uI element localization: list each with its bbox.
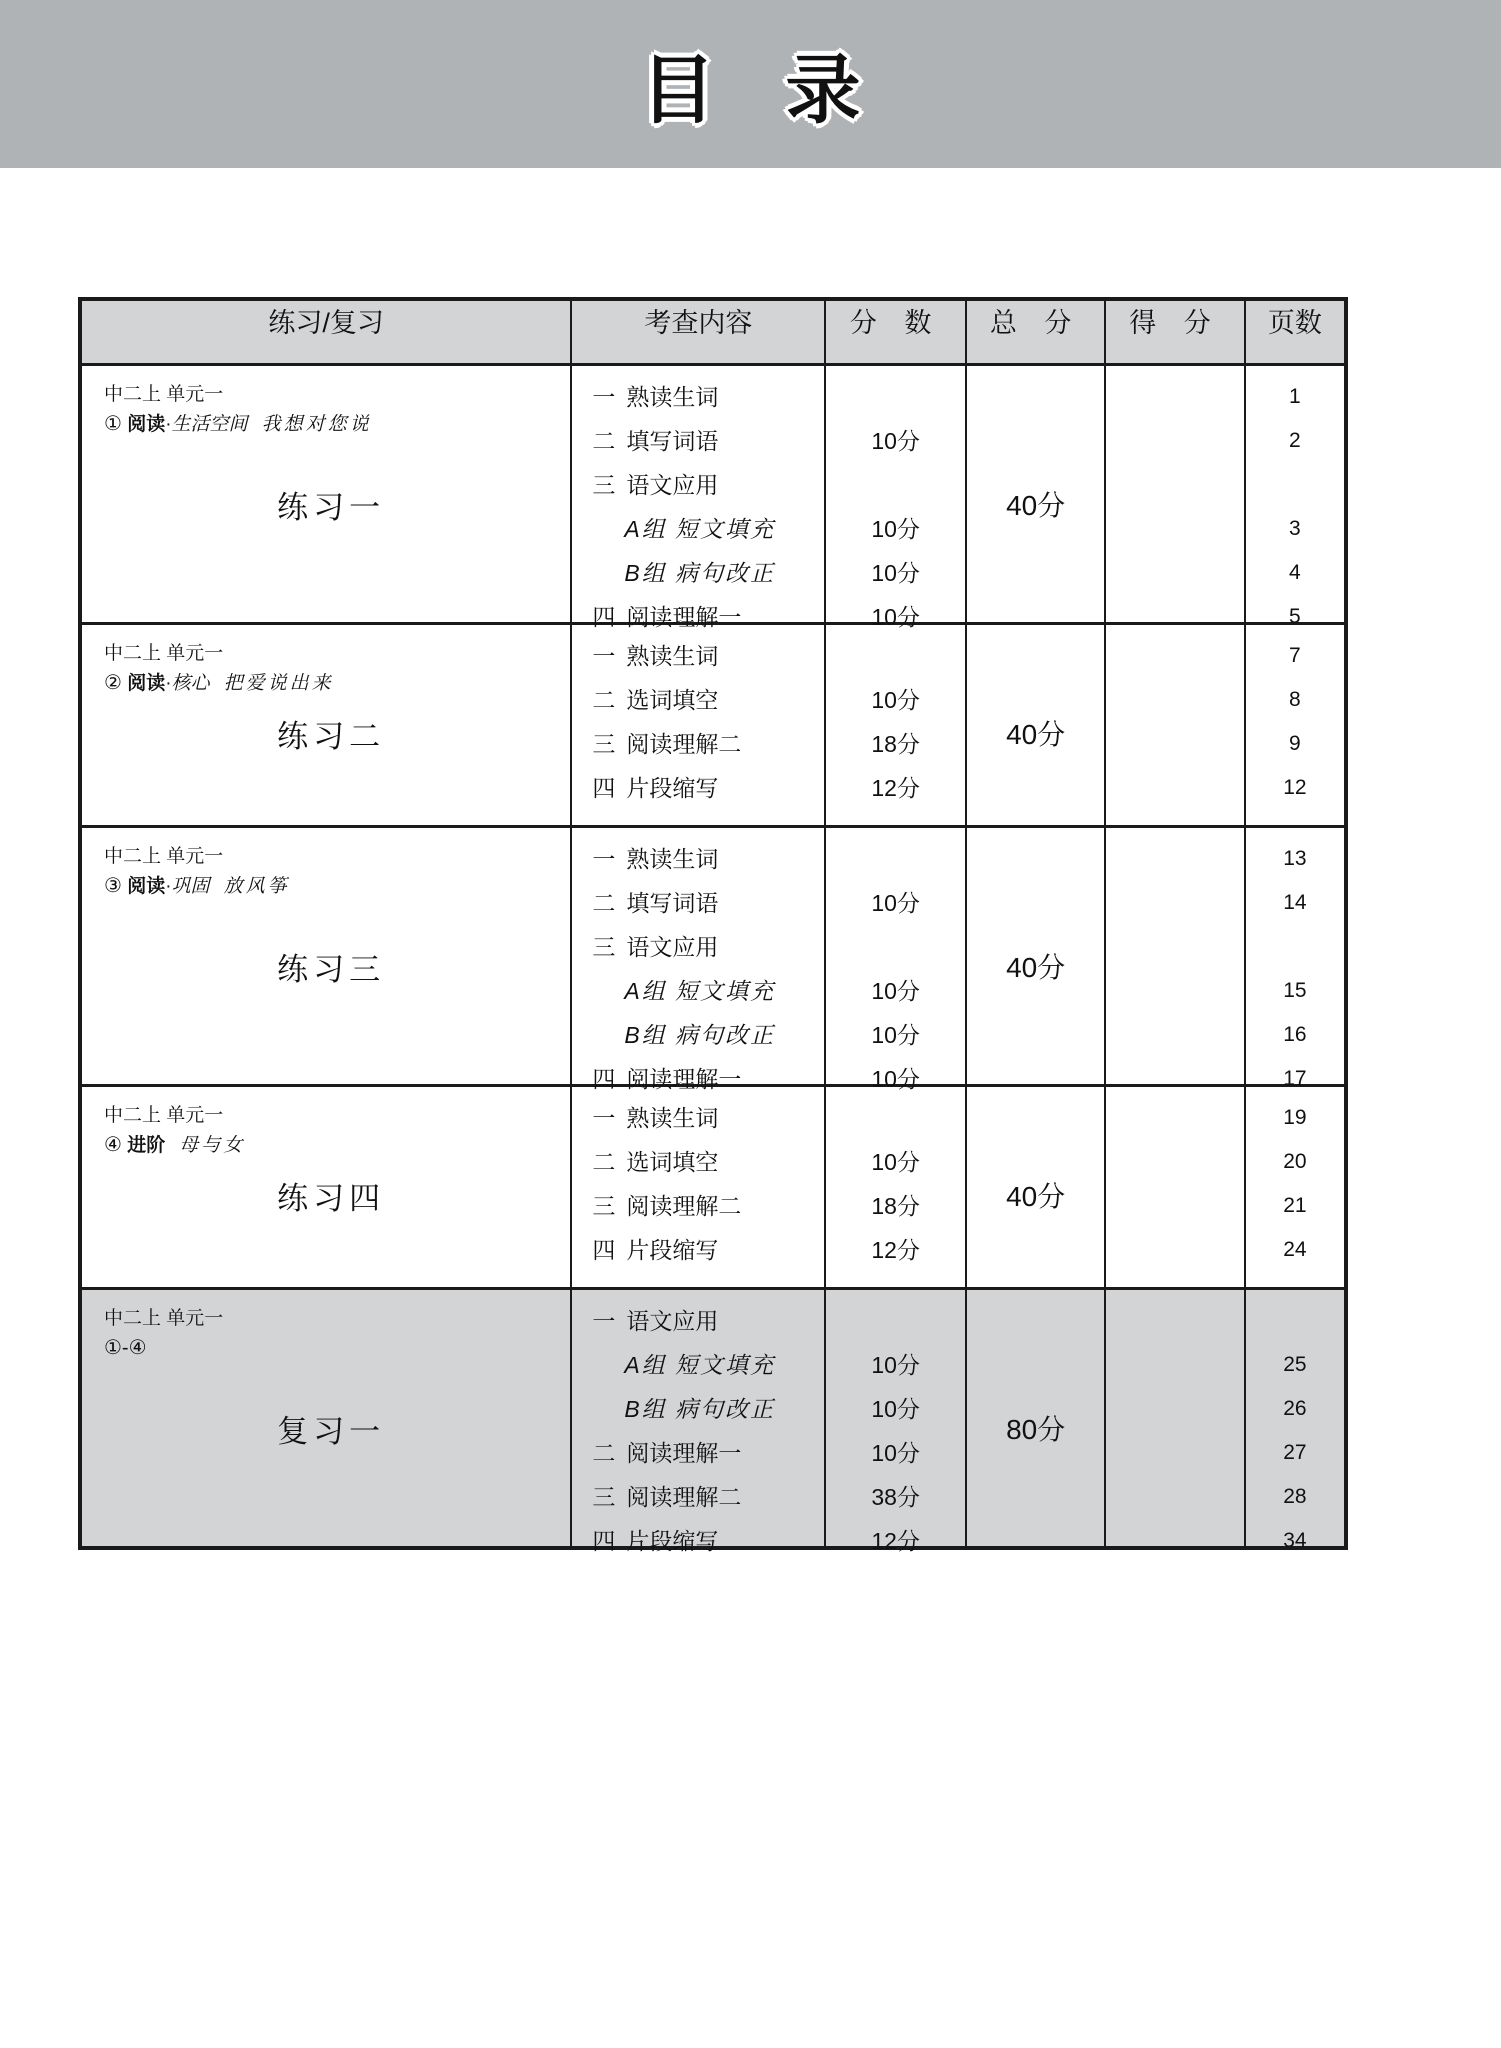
practice-category-tag: 阅读 — [121, 876, 166, 898]
practice-lesson-label — [104, 668, 570, 699]
page-number-value: 1 — [1289, 385, 1301, 408]
column-header-got: 得 分 — [1105, 299, 1244, 365]
practice-separator-dot: · — [165, 673, 172, 695]
page-number-cell — [1245, 624, 1346, 827]
practice-cell — [80, 1086, 571, 1289]
content-item — [572, 687, 844, 713]
toc-table-body — [80, 365, 1346, 1554]
practice-text-title: 母与女 — [179, 1135, 246, 1157]
item-label: 熟读生词 — [626, 384, 719, 410]
page-number-cell — [1245, 827, 1346, 1090]
table-header-row — [80, 299, 1346, 365]
practice-index-marker: ② — [104, 672, 122, 695]
score-value: 10分 — [871, 1396, 920, 1422]
page-number-value: 19 — [1283, 1106, 1307, 1129]
page-number-value: 24 — [1283, 1238, 1307, 1261]
obtained-score-cell[interactable] — [1105, 827, 1244, 1086]
total-score-cell — [966, 1289, 1105, 1549]
content-item — [572, 643, 844, 669]
item-number: 一 — [592, 643, 616, 669]
practice-name: 练习三 — [277, 952, 386, 987]
total-score-cell — [966, 365, 1105, 624]
item-label: 片段缩写 — [626, 1237, 719, 1263]
page-number-cell — [1245, 365, 1346, 628]
item-label: 语文应用 — [626, 1308, 719, 1334]
page-number-value: 2 — [1289, 429, 1301, 452]
content-item — [572, 1308, 844, 1334]
content-item — [572, 1484, 844, 1510]
page-number-value: 34 — [1283, 1529, 1307, 1552]
item-label: 片段缩写 — [626, 775, 719, 801]
score-value: 10分 — [871, 1440, 920, 1466]
practice-subcategory: 生活空间 — [171, 414, 248, 436]
practice-index-marker: ③ — [104, 875, 122, 898]
score-cell — [825, 1289, 966, 1554]
table-row — [80, 624, 1346, 827]
column-header-total: 总 分 — [966, 299, 1105, 365]
item-label: A组 短文填充 — [624, 978, 776, 1004]
page-number-value: 26 — [1283, 1397, 1307, 1420]
total-score-value: 40分 — [1006, 490, 1066, 521]
score-value: 10分 — [871, 560, 920, 586]
page-number-cell — [1245, 1086, 1346, 1289]
practice-meta — [82, 842, 570, 902]
practice-unit-label: 中二上 单元一 — [104, 846, 224, 867]
score-cell — [825, 1086, 966, 1289]
content-cell — [571, 1289, 825, 1554]
item-number: 三 — [592, 1484, 616, 1510]
item-label: 选词填空 — [626, 687, 719, 713]
item-label: A组 短文填充 — [624, 1352, 776, 1378]
practice-index-marker: ① — [104, 413, 122, 436]
practice-lesson-label — [104, 871, 570, 902]
page-number-value: 8 — [1289, 688, 1301, 711]
practice-index-marker: ④ — [104, 1134, 122, 1157]
practice-meta — [82, 1101, 570, 1161]
item-number: 二 — [592, 1440, 616, 1466]
page-number-value: 16 — [1283, 1023, 1307, 1046]
content-item — [572, 472, 844, 498]
item-number: 三 — [592, 472, 616, 498]
score-cell — [825, 365, 966, 630]
content-cell — [571, 827, 825, 1092]
item-label: 阅读理解一 — [626, 1440, 742, 1466]
practice-lesson-label — [104, 409, 570, 440]
page-number-value: 13 — [1283, 847, 1307, 870]
item-label: B组 病句改正 — [624, 1022, 776, 1048]
item-number: 一 — [592, 846, 616, 872]
item-number: 三 — [592, 731, 616, 757]
practice-unit-label: 中二上 单元一 — [104, 1308, 224, 1329]
total-score-value: 40分 — [1006, 719, 1066, 750]
item-label: B组 病句改正 — [624, 1396, 776, 1422]
table-row — [80, 1289, 1346, 1549]
total-score-value: 40分 — [1006, 952, 1066, 983]
practice-category-tag: 阅读 — [121, 414, 166, 436]
content-item — [572, 890, 844, 916]
item-number: 四 — [592, 604, 616, 630]
column-header-score: 分 数 — [825, 299, 966, 365]
score-value: 10分 — [871, 687, 920, 713]
item-label: 阅读理解一 — [626, 1066, 742, 1092]
practice-lesson-label — [104, 1130, 570, 1161]
score-value: 10分 — [871, 1352, 920, 1378]
score-cell — [825, 624, 966, 827]
score-value: 12分 — [871, 1528, 920, 1554]
practice-name: 练习一 — [277, 490, 386, 525]
practice-cell — [80, 365, 571, 624]
obtained-score-cell[interactable] — [1105, 1086, 1244, 1289]
score-value: 18分 — [871, 731, 920, 757]
practice-meta — [82, 639, 570, 699]
practice-cell — [80, 624, 571, 827]
table-of-contents — [78, 297, 1348, 1554]
item-label: 熟读生词 — [626, 846, 719, 872]
practice-separator-dot: · — [165, 414, 172, 436]
practice-meta — [82, 1304, 570, 1364]
column-header-content: 考查内容 — [571, 299, 825, 365]
item-label: B组 病句改正 — [624, 560, 776, 586]
content-item — [572, 428, 844, 454]
practice-name: 练习四 — [277, 1181, 386, 1216]
page-title: 目 录 — [640, 45, 883, 134]
score-value: 10分 — [871, 428, 920, 454]
obtained-score-cell[interactable] — [1105, 624, 1244, 827]
item-number: 四 — [592, 775, 616, 801]
page-number-value: 3 — [1289, 517, 1301, 540]
item-number: 四 — [592, 1066, 616, 1092]
content-item — [572, 846, 844, 872]
item-number: 二 — [592, 1149, 616, 1175]
item-number: 一 — [592, 1105, 616, 1131]
item-label: 阅读理解二 — [626, 1193, 742, 1219]
content-item — [572, 934, 844, 960]
item-label: 阅读理解二 — [626, 1484, 742, 1510]
page-number-value: 9 — [1289, 732, 1301, 755]
practice-index-marker: ①-④ — [104, 1337, 147, 1360]
score-value: 12分 — [871, 775, 920, 801]
table-row — [80, 365, 1346, 624]
page-number-value: 12 — [1283, 776, 1307, 799]
practice-unit-label: 中二上 单元一 — [104, 1105, 224, 1126]
practice-unit-label: 中二上 单元一 — [104, 643, 224, 664]
item-label: 片段缩写 — [626, 1528, 719, 1554]
score-value: 10分 — [871, 604, 920, 630]
content-item — [572, 1237, 844, 1263]
score-value: 38分 — [871, 1484, 920, 1510]
score-cell — [825, 827, 966, 1092]
practice-meta — [82, 380, 570, 440]
content-item — [572, 384, 844, 410]
content-item — [572, 1528, 844, 1554]
item-number: 三 — [592, 934, 616, 960]
practice-text-title: 放风筝 — [223, 876, 290, 898]
total-score-cell — [966, 827, 1105, 1086]
page-number-value: 7 — [1289, 644, 1301, 667]
page-number-value: 21 — [1283, 1194, 1307, 1217]
item-number: 二 — [592, 687, 616, 713]
toc-table-head — [80, 299, 1346, 365]
item-number: 四 — [592, 1237, 616, 1263]
practice-subcategory: 巩固 — [171, 876, 210, 898]
page-number-value: 25 — [1283, 1353, 1307, 1376]
obtained-score-cell[interactable] — [1105, 1289, 1244, 1549]
score-value: 10分 — [871, 1066, 920, 1092]
practice-category-tag: 进阶 — [121, 1135, 166, 1157]
item-label: 阅读理解二 — [626, 731, 742, 757]
practice-text-title: 把爱说出来 — [223, 673, 334, 695]
practice-category-tag: 阅读 — [121, 673, 166, 695]
total-score-cell — [966, 624, 1105, 827]
content-item — [572, 1149, 844, 1175]
page-number-value: 5 — [1289, 605, 1301, 628]
item-label: 填写词语 — [626, 428, 719, 454]
item-label: A组 短文填充 — [624, 516, 776, 542]
page-header-banner — [0, 0, 1501, 168]
page-number-value: 14 — [1283, 891, 1307, 914]
table-row — [80, 1086, 1346, 1289]
page-number-value: 20 — [1283, 1150, 1307, 1173]
column-header-practice: 练习/复习 — [80, 299, 571, 365]
score-value: 10分 — [871, 890, 920, 916]
score-value: 10分 — [871, 1149, 920, 1175]
item-label: 熟读生词 — [626, 643, 719, 669]
item-label: 熟读生词 — [626, 1105, 719, 1131]
item-label: 语文应用 — [626, 472, 719, 498]
table-row — [80, 827, 1346, 1086]
practice-name: 练习二 — [277, 719, 386, 754]
total-score-value: 40分 — [1006, 1181, 1066, 1212]
item-number: 二 — [592, 428, 616, 454]
practice-subcategory: 核心 — [171, 673, 210, 695]
item-number: 二 — [592, 890, 616, 916]
score-value: 12分 — [871, 1237, 920, 1263]
item-label: 填写词语 — [626, 890, 719, 916]
practice-text-title: 我想对您说 — [261, 414, 372, 436]
practice-name: 复习一 — [277, 1414, 386, 1449]
practice-cell — [80, 1289, 571, 1549]
content-item — [572, 1105, 844, 1131]
content-cell — [571, 1086, 825, 1289]
item-number: 四 — [592, 1528, 616, 1554]
item-label: 选词填空 — [626, 1149, 719, 1175]
page-number-value: 28 — [1283, 1485, 1307, 1508]
page-number-value: 4 — [1289, 561, 1301, 584]
total-score-cell — [966, 1086, 1105, 1289]
practice-lesson-label — [104, 1333, 570, 1364]
practice-cell — [80, 827, 571, 1086]
page-number-value: 27 — [1283, 1441, 1307, 1464]
total-score-value: 80分 — [1006, 1414, 1066, 1445]
content-item — [572, 1193, 844, 1219]
content-cell — [571, 365, 825, 630]
practice-separator-dot: · — [165, 876, 172, 898]
item-number: 一 — [592, 1308, 616, 1334]
content-item — [572, 1440, 844, 1466]
content-item — [572, 731, 844, 757]
content-item — [572, 775, 844, 801]
item-number: 三 — [592, 1193, 616, 1219]
item-label: 语文应用 — [626, 934, 719, 960]
score-value: 10分 — [871, 516, 920, 542]
practice-unit-label: 中二上 单元一 — [104, 384, 224, 405]
page-number-value: 17 — [1283, 1067, 1307, 1090]
obtained-score-cell[interactable] — [1105, 365, 1244, 624]
content-cell — [571, 624, 825, 827]
page-number-cell — [1245, 1289, 1346, 1552]
column-header-page: 页数 — [1245, 299, 1346, 365]
item-label: 阅读理解一 — [626, 604, 742, 630]
page-number-value: 15 — [1283, 979, 1307, 1002]
item-number: 一 — [592, 384, 616, 410]
score-value: 18分 — [871, 1193, 920, 1219]
toc-table — [78, 297, 1348, 1554]
score-value: 10分 — [871, 1022, 920, 1048]
score-value: 10分 — [871, 978, 920, 1004]
